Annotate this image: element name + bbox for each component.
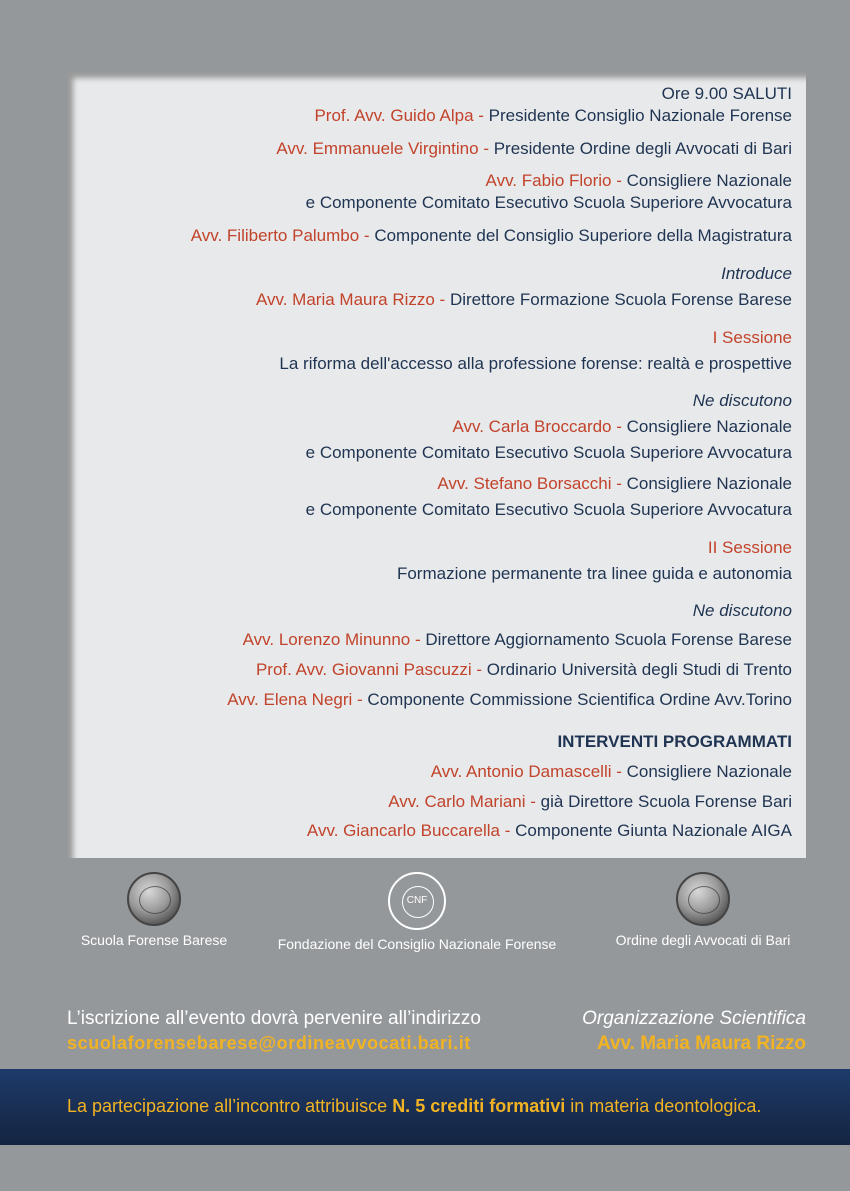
logo-label: Scuola Forense Barese bbox=[80, 932, 228, 948]
session1-speaker-1-role: e Componente Comitato Esecutivo Scuola Superiore Avvocatura bbox=[305, 443, 792, 462]
speaker-role: Consigliere Nazionale bbox=[626, 474, 792, 493]
session2-speaker-3 bbox=[227, 690, 792, 710]
speaker-name: Avv. Carlo Mariani - bbox=[388, 792, 541, 811]
program-panel bbox=[67, 72, 806, 858]
saluti-item-3 bbox=[486, 171, 792, 191]
credits-text bbox=[67, 1096, 761, 1117]
speaker-name: Avv. Fabio Florio - bbox=[485, 171, 627, 190]
speaker-role: Ordinario Università degli Studi di Trento bbox=[486, 660, 792, 679]
session2-speaker-1 bbox=[243, 630, 792, 650]
speaker-role: Direttore Aggiornamento Scuola Forense Barese bbox=[425, 630, 792, 649]
interventi-speaker-3 bbox=[307, 821, 792, 841]
credits-pre: La partecipazione all’incontro attribuisce bbox=[67, 1096, 393, 1116]
interventi-speaker-1 bbox=[431, 762, 792, 782]
introduce-speaker bbox=[256, 290, 792, 310]
logo-fondazione-cnf bbox=[262, 872, 572, 952]
speaker-name: Avv. Elena Negri - bbox=[227, 690, 368, 709]
logo-label: Fondazione del Consiglio Nazionale Forense bbox=[277, 936, 557, 952]
speaker-name: Avv. Stefano Borsacchi - bbox=[437, 474, 627, 493]
interventi-speaker-2 bbox=[388, 792, 792, 812]
speaker-role: Consigliere Nazionale bbox=[626, 762, 792, 781]
speaker-name: Avv. Lorenzo Minunno - bbox=[242, 630, 426, 649]
interventi-label: INTERVENTI PROGRAMMATI bbox=[557, 732, 792, 751]
speaker-role: Presidente Consiglio Nazionale Forense bbox=[488, 106, 792, 125]
speaker-name: Avv. Emmanuele Virgintino - bbox=[276, 139, 494, 158]
speaker-role: Direttore Formazione Scuola Forense Barese bbox=[449, 290, 792, 309]
credits-banner bbox=[0, 1069, 850, 1145]
seal-icon bbox=[676, 872, 730, 926]
speaker-name: Avv. Carla Broccardo - bbox=[452, 417, 627, 436]
saluti-item-1 bbox=[314, 106, 792, 126]
organization-name: Avv. Maria Maura Rizzo bbox=[596, 1033, 806, 1054]
session2-title: Formazione permanente tra linee guida e autonomia bbox=[396, 564, 792, 583]
speaker-role: Componente Commissione Scientifica Ordine Avv.Torino bbox=[367, 690, 792, 709]
logo-ordine-avvocati bbox=[603, 872, 803, 948]
speaker-role: Presidente Ordine degli Avvocati di Bari bbox=[493, 139, 792, 158]
speaker-role: già Direttore Scuola Forense Bari bbox=[540, 792, 792, 811]
speaker-name: Avv. Giancarlo Buccarella - bbox=[306, 821, 516, 840]
speaker-name: Prof. Avv. Giovanni Pascuzzi - bbox=[255, 660, 487, 679]
registration-info bbox=[67, 1008, 481, 1054]
saluti-item-2 bbox=[276, 139, 792, 159]
speaker-name: Avv. Antonio Damascelli - bbox=[430, 762, 627, 781]
introduce-label: Introduce bbox=[721, 264, 792, 283]
organization-info bbox=[582, 1008, 806, 1055]
session2-label: II Sessione bbox=[707, 538, 792, 557]
speaker-role: Componente Giunta Nazionale AIGA bbox=[515, 821, 792, 840]
registration-email[interactable]: scuolaforensebarese@ordineavvocati.bari.it bbox=[67, 1033, 471, 1053]
registration-text: L’iscrizione all’evento dovrà pervenire all’indirizzo bbox=[67, 1008, 481, 1029]
seal-icon bbox=[127, 872, 181, 926]
logo-scuola-forense bbox=[64, 872, 244, 948]
organization-title: Organizzazione Scientifica bbox=[582, 1008, 806, 1029]
session2-speaker-2 bbox=[256, 660, 792, 680]
credits-highlight: N. 5 crediti formativi bbox=[392, 1096, 566, 1116]
saluti-item-4 bbox=[191, 226, 792, 246]
speaker-role: Consigliere Nazionale bbox=[626, 171, 792, 190]
speaker-name: Avv. Maria Maura Rizzo - bbox=[255, 290, 450, 309]
saluti-header: Ore 9.00 SALUTI bbox=[661, 84, 792, 103]
session1-speaker-2-role: e Componente Comitato Esecutivo Scuola Superiore Avvocatura bbox=[305, 500, 792, 519]
speaker-name: Avv. Filiberto Palumbo - bbox=[190, 226, 375, 245]
speaker-role: Consigliere Nazionale bbox=[626, 417, 792, 436]
session1-title: La riforma dell'accesso alla professione forense: realtà e prospettive bbox=[279, 354, 792, 373]
session1-label: I Sessione bbox=[712, 328, 792, 347]
cnf-seal-icon: CNF bbox=[388, 872, 446, 930]
credits-post: in materia deontologica. bbox=[565, 1096, 762, 1116]
speaker-role: Componente del Consiglio Superiore della Magistratura bbox=[374, 226, 792, 245]
saluti-item-3-role: e Componente Comitato Esecutivo Scuola Superiore Avvocatura bbox=[305, 193, 792, 212]
session1-discuss-label: Ne discutono bbox=[692, 391, 792, 410]
session1-speaker-2 bbox=[437, 474, 792, 494]
speaker-name: Prof. Avv. Guido Alpa - bbox=[314, 106, 489, 125]
session2-discuss-label: Ne discutono bbox=[692, 601, 792, 620]
session1-speaker-1 bbox=[452, 417, 792, 437]
logo-label: Ordine degli Avvocati di Bari bbox=[615, 932, 791, 948]
